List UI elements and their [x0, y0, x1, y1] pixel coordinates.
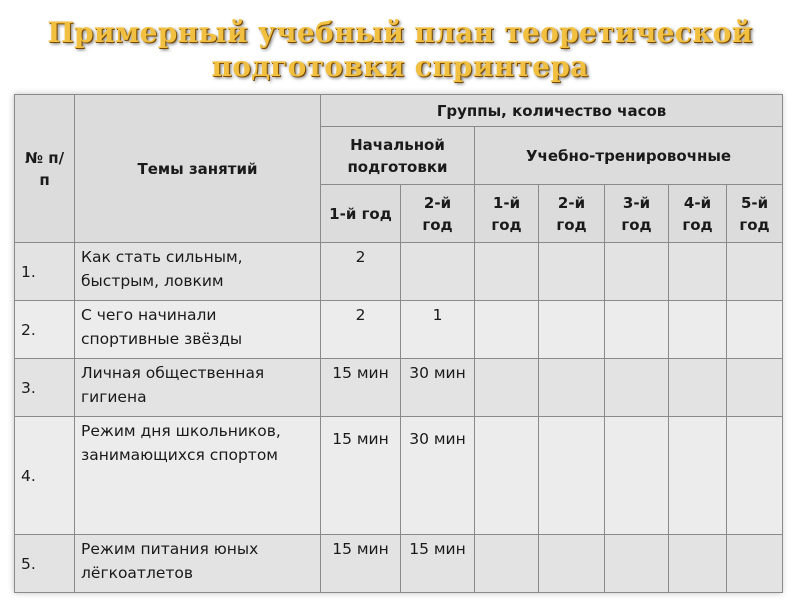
hours-cell: 30 мин — [401, 417, 475, 535]
hours-cell — [539, 535, 605, 593]
table-row — [15, 417, 783, 535]
hours-cell: 1 — [401, 301, 475, 359]
row-topic: Режим дня школьников, занимающихся спортом — [75, 417, 321, 535]
header-year: 4-й год — [669, 185, 727, 243]
hours-cell: 15 мин — [321, 359, 401, 417]
hours-cell — [669, 535, 727, 593]
hours-cell — [727, 417, 783, 535]
hours-cell — [539, 243, 605, 301]
table-row — [15, 535, 783, 593]
hours-cell — [605, 243, 669, 301]
hours-cell — [475, 301, 539, 359]
row-number: 1. — [15, 243, 75, 301]
hours-cell — [605, 359, 669, 417]
row-topic: Личная общественная гигиена — [75, 359, 321, 417]
row-number: 5. — [15, 535, 75, 593]
hours-cell — [669, 243, 727, 301]
hours-cell: 2 — [321, 301, 401, 359]
hours-cell: 15 мин — [321, 535, 401, 593]
header-groups: Группы, количество часов — [321, 95, 783, 127]
table-row — [15, 301, 783, 359]
curriculum-table — [14, 94, 783, 593]
hours-cell — [669, 417, 727, 535]
row-topic: Как стать сильным, быстрым, ловким — [75, 243, 321, 301]
header-training-groups: Учебно-тренировочные — [475, 127, 783, 185]
hours-cell — [401, 243, 475, 301]
row-topic: С чего начинали спортивные звёзды — [75, 301, 321, 359]
header-year: 2-й год — [539, 185, 605, 243]
hours-cell — [605, 417, 669, 535]
table-row — [15, 243, 783, 301]
row-topic: Режим питания юных лёгкоатлетов — [75, 535, 321, 593]
header-year: 5-й год — [727, 185, 783, 243]
header-number: № п/п — [15, 95, 75, 243]
hours-cell — [475, 243, 539, 301]
header-initial-training: Начальной подготовки — [321, 127, 475, 185]
title-line-2: подготовки спринтера — [211, 50, 589, 83]
header-year: 2-й год — [401, 185, 475, 243]
hours-cell — [727, 301, 783, 359]
curriculum-table-container — [14, 94, 782, 593]
hours-cell — [727, 243, 783, 301]
hours-cell — [727, 359, 783, 417]
page-title — [0, 16, 800, 84]
hours-cell — [475, 359, 539, 417]
table-row — [15, 359, 783, 417]
hours-cell: 15 мин — [321, 417, 401, 535]
hours-cell — [539, 359, 605, 417]
hours-cell — [669, 301, 727, 359]
header-topics: Темы занятий — [75, 95, 321, 243]
hours-cell — [475, 535, 539, 593]
hours-cell — [727, 535, 783, 593]
hours-cell: 2 — [321, 243, 401, 301]
hours-cell: 15 мин — [401, 535, 475, 593]
hours-cell — [605, 301, 669, 359]
hours-cell — [605, 535, 669, 593]
hours-cell — [539, 417, 605, 535]
title-line-1: Примерный учебный план теоретической — [47, 16, 753, 49]
hours-cell — [475, 417, 539, 535]
row-number: 3. — [15, 359, 75, 417]
hours-cell — [669, 359, 727, 417]
row-number: 2. — [15, 301, 75, 359]
header-year: 1-й год — [321, 185, 401, 243]
header-year: 1-й год — [475, 185, 539, 243]
hours-cell: 30 мин — [401, 359, 475, 417]
row-number: 4. — [15, 417, 75, 535]
header-year: 3-й год — [605, 185, 669, 243]
hours-cell — [539, 301, 605, 359]
